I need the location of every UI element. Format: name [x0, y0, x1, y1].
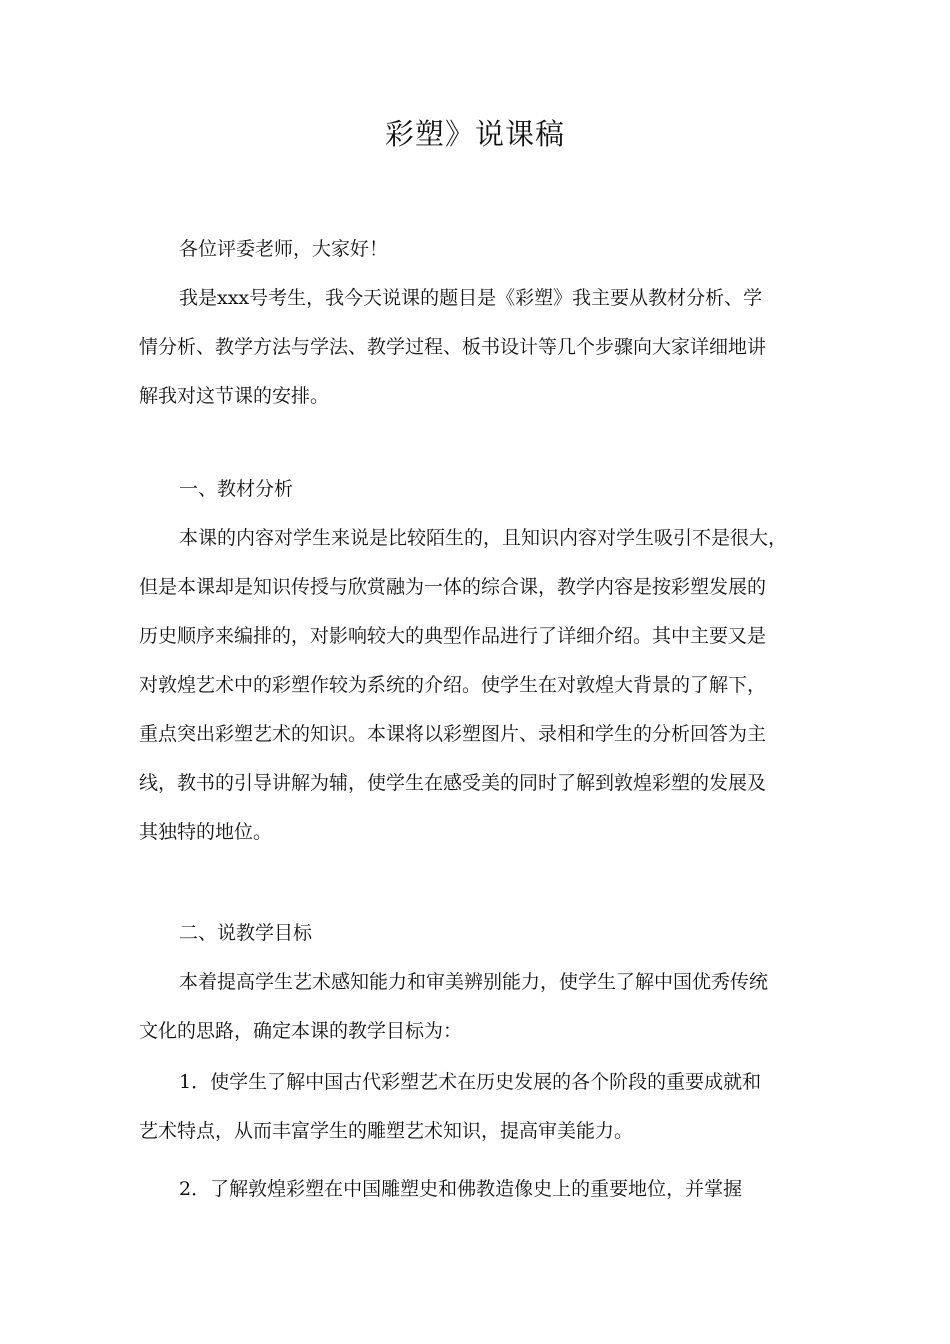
- goal-item-1: [139, 1058, 839, 1156]
- text-line: 但是本课却是知识传授与欣赏融为一体的综合课，教学内容是按彩塑发展的: [139, 576, 767, 598]
- greeting-paragraph: [139, 225, 839, 274]
- text-line: 2．了解敦煌彩塑在中国雕塑史和佛教造像史上的重要地位，并掌握: [179, 1178, 743, 1200]
- document-title: 彩塑》说课稿: [384, 117, 565, 151]
- goal-item-2: [139, 1165, 839, 1214]
- text-line: 本着提高学生艺术感知能力和审美辨别能力，使学生了解中国优秀传统: [179, 971, 769, 993]
- text-line: 线，教书的引导讲解为辅，使学生在感受美的同时了解到敦煌彩塑的发展及: [139, 772, 767, 794]
- text-line: 解我对这节课的安排。: [139, 385, 330, 407]
- text-line: 我是xxx号考生，我今天说课的题目是《彩塑》我主要从教材分析、学: [179, 287, 763, 309]
- text-line: 艺术特点，从而丰富学生的雕塑艺术知识，提高审美能力。: [139, 1120, 634, 1142]
- section1-paragraph: [139, 514, 839, 857]
- section-heading-text: 一、教材分析: [179, 478, 294, 500]
- text-line: 文化的思路，确定本课的教学目标为：: [139, 1020, 463, 1042]
- section-heading-text: 二、说教学目标: [179, 922, 313, 944]
- text-line: 对敦煌艺术中的彩塑作较为系统的介绍。使学生在对敦煌大背景的了解下，: [139, 674, 767, 696]
- section2-intro-paragraph: [139, 958, 839, 1056]
- section-heading-1: [139, 465, 839, 514]
- text-line: 历史顺序来编排的，对影响较大的典型作品进行了详细介绍。其中主要又是: [139, 625, 767, 647]
- text-line: 本课的内容对学生来说是比较陌生的，且知识内容对学生吸引不是很大，: [179, 527, 788, 549]
- text-line: 情分析、教学方法与学法、教学过程、板书设计等几个步骤向大家详细地讲: [139, 336, 767, 358]
- intro-paragraph: [139, 274, 839, 421]
- greeting-line: 各位评委老师，大家好！: [179, 238, 389, 260]
- text-line: 重点突出彩塑艺术的知识。本课将以彩塑图片、录相和学生的分析回答为主: [139, 723, 767, 745]
- section-heading-2: [139, 909, 839, 958]
- text-line: 其独特的地位。: [139, 821, 273, 843]
- text-line: 1．使学生了解中国古代彩塑艺术在历史发展的各个阶段的重要成就和: [179, 1071, 762, 1093]
